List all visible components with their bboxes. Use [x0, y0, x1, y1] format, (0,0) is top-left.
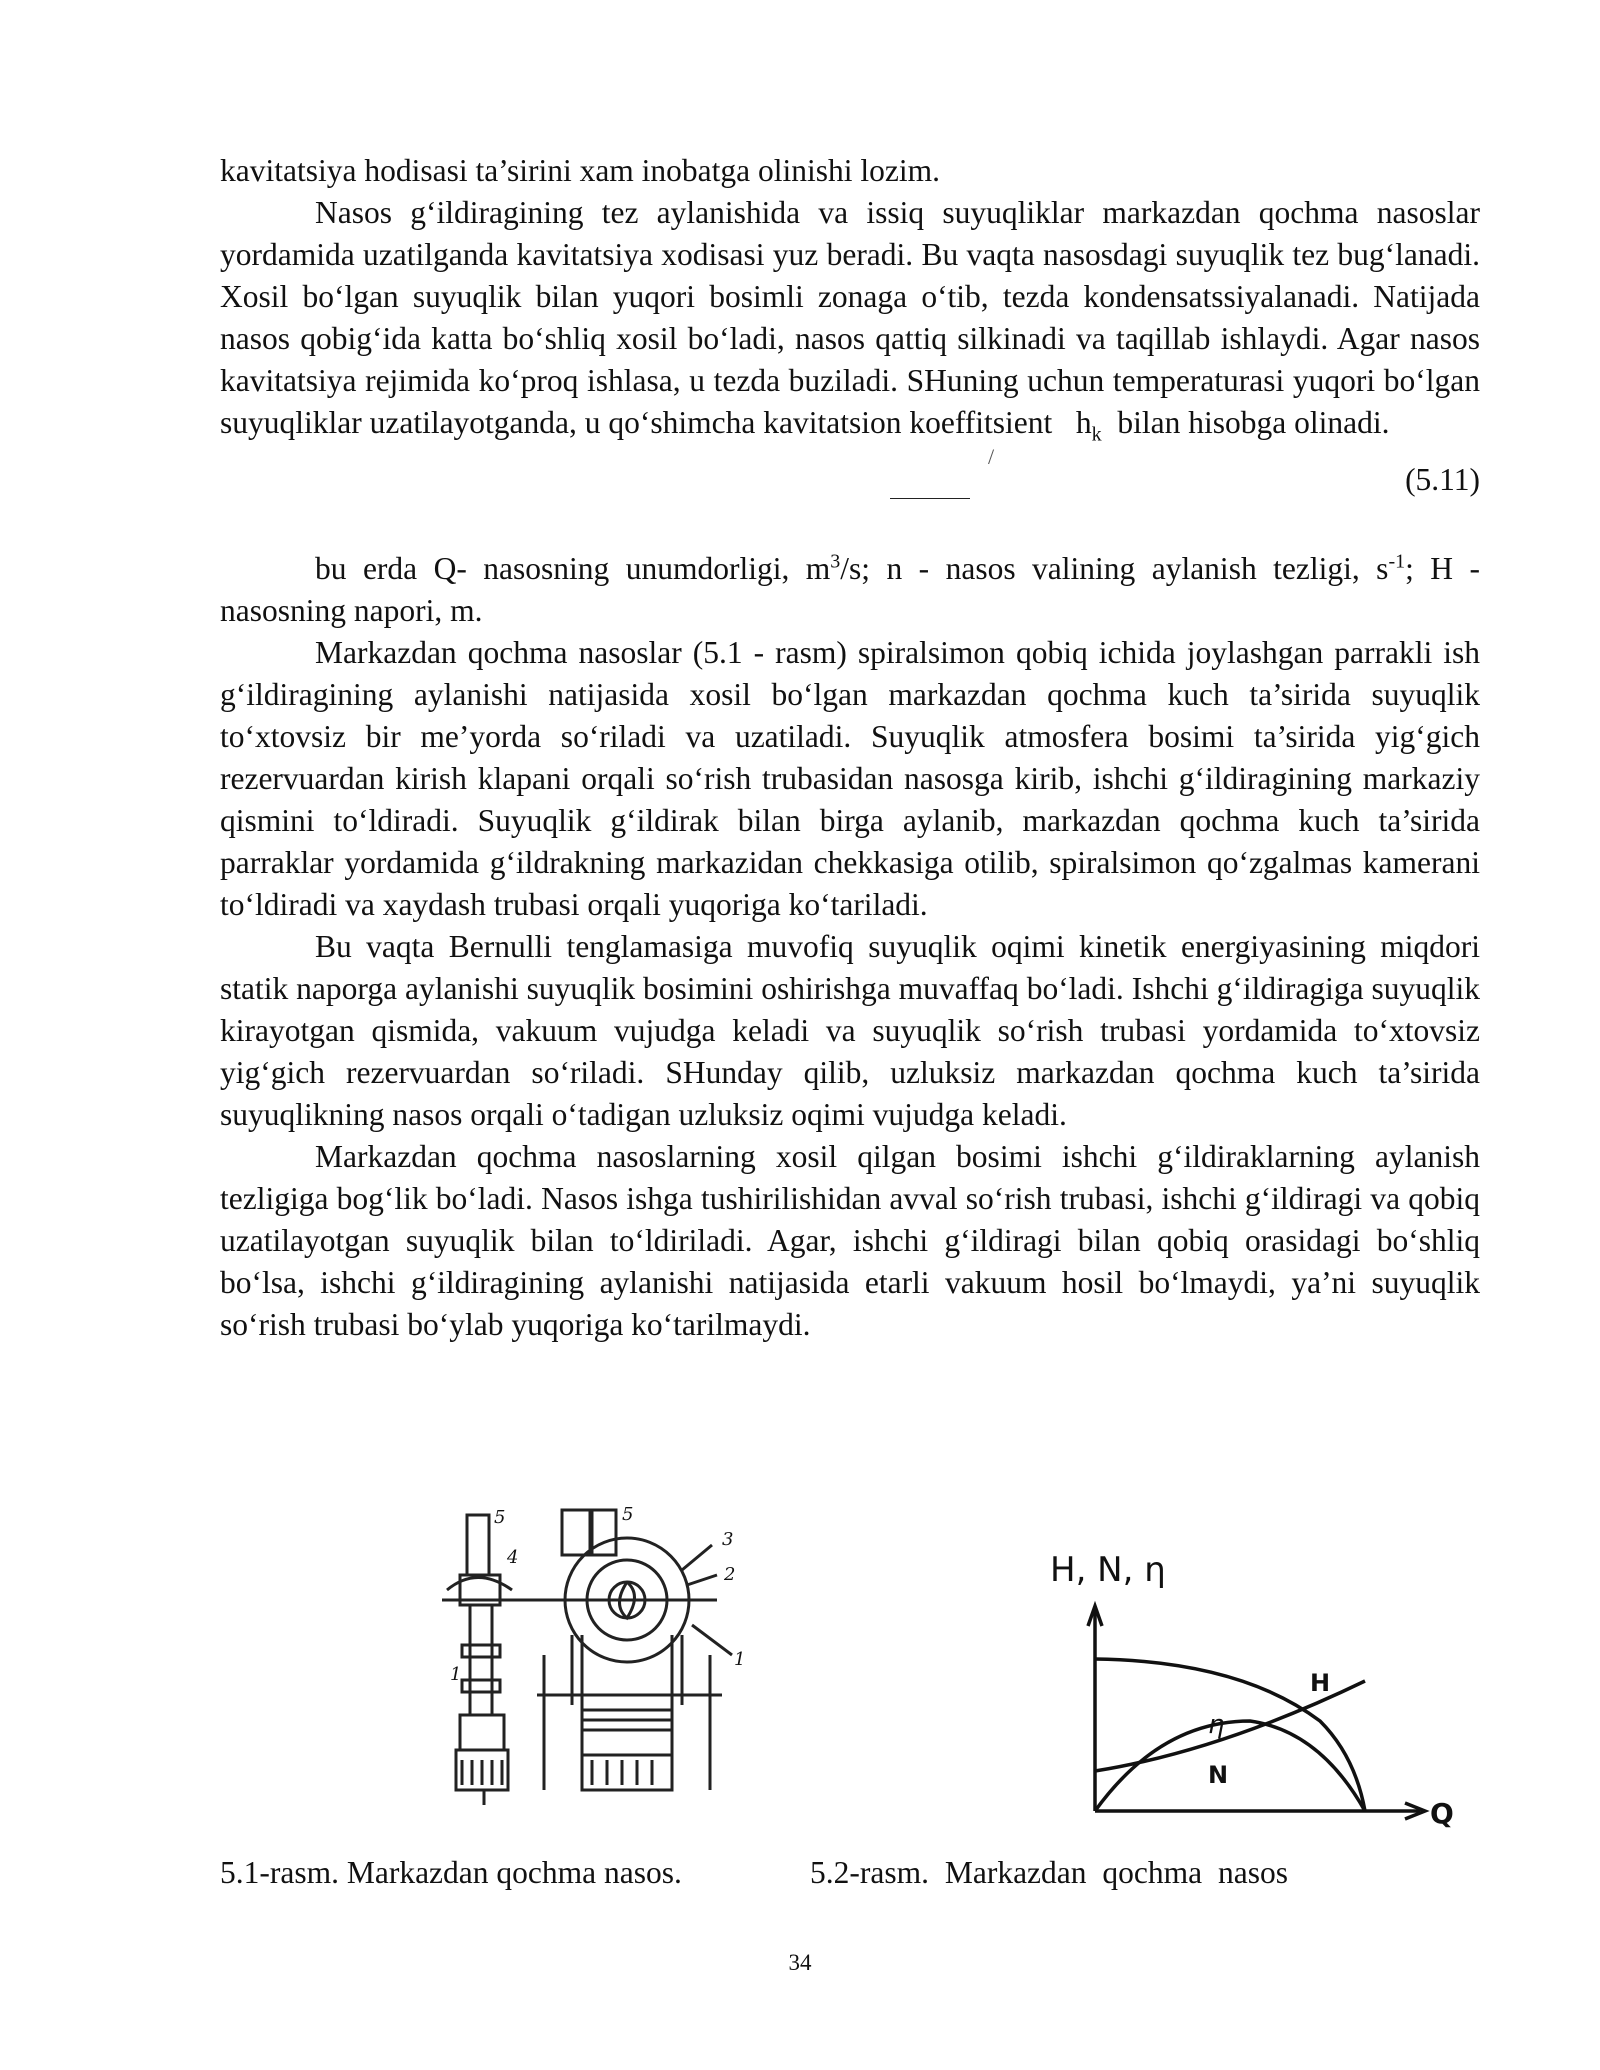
callout-3: 3 [722, 1529, 734, 1550]
callout-4: 4 [507, 1547, 519, 1568]
paragraph-3-part-a: bu erda Q- nasosning unumdorligi, m [315, 551, 831, 586]
pump-characteristic-chart [1020, 1511, 1490, 1841]
formula-slash: / [988, 444, 995, 469]
curve-label-N: N [1208, 1761, 1229, 1789]
caption-figure-5-1: 5.1-rasm. Markazdan qochma nasos. [220, 1855, 682, 1890]
figures-row [220, 1505, 1480, 1835]
y-axis-label: H, N, η [1050, 1550, 1166, 1590]
x-axis-label: Q [1430, 1797, 1454, 1830]
paragraph-2 [220, 192, 1480, 444]
callout-5-right: 5 [622, 1505, 634, 1525]
paragraph-2-tail: bilan hisobga olinadi. [1117, 405, 1390, 440]
superscript-3: 3 [830, 550, 841, 573]
curve-label-H: H [1310, 1669, 1331, 1697]
paragraph-2-text: Nasos g‘ildiragining tez aylanishida va issiq suyuqliklar markazdan qochma nasoslar yordamida uzatilganda kavitatsiya xodisasi yuz beradi. Bu vaqta nasosdagi suyuqlik tez bug‘lanadi. Xosil bo‘lgan suyuqlik bilan yuqori bosimli zonaga o‘tib, tezda kondensatssiyalanadi. Natijada nasos qobig‘ida katta bo‘shliq xosil bo‘ladi, nasos qattiq silkinadi va taqillab ishlaydi. Agar nasos kavitatsiya rejimida ko‘proq ishlasa, u tezda buziladi. SHuning uchun temperaturasi yuqori bo‘lgan suyuqliklar uzatilayotganda, u qo‘shimcha kavitatsion koeffitsient [220, 195, 1480, 440]
page-body [220, 150, 1480, 1346]
formula-5-11 [220, 444, 1480, 544]
page-number: 34 [788, 1950, 812, 1975]
paragraph-5: Bu vaqta Bernulli tenglamasiga muvofiq suyuqlik oqimi kinetik energiyasining miqdori statik naporga aylanishi suyuqlik bosimini oshirishga muvaffaq bo‘ladi. Ishchi g‘ildiragiga suyuqlik kirayotgan qismida, vakuum vujudga keladi va suyuqlik so‘rish trubasi yordamida to‘xtovsiz yig‘gich rezervuardan so‘riladi. SHunday qilib, uzluksiz markazdan qochma kuch ta’sirida suyuqlikning nasos orqali o‘tadigan uzluksiz oqimi vujudga keladi. [220, 929, 1480, 1132]
curve-eta [1095, 1721, 1365, 1811]
caption-figure-5-2: 5.2-rasm. Markazdan qochma nasos [810, 1855, 1288, 1890]
paragraph-3-part-c: ; H - nasosning napori, m. [220, 551, 1480, 628]
callout-5-left: 5 [494, 1507, 506, 1528]
paragraph-3 [220, 548, 1480, 632]
paragraph-3-part-b: /s; n - nasos valining aylanish tezligi, s [840, 551, 1389, 586]
callout-2: 2 [724, 1564, 736, 1585]
curve-label-eta: η [1208, 1710, 1225, 1740]
kavitation-coefficient-symbol: $h_k$ [1075, 405, 1102, 446]
equation-number: (5.11) [1405, 462, 1480, 497]
paragraph-6: Markazdan qochma nasoslarning xosil qilgan bosimi ishchi g‘ildiraklarning aylanish tezligiga bog‘lik bo‘ladi. Nasos ishga tushirilishidan avval so‘rish trubasi, ishchi g‘ildiragi va qobiq uzatilayotgan suyuqlik bilan to‘ldiriladi. Agar, ishchi g‘ildiragi bilan qobiq orasidagi bo‘shliq bo‘lsa, ishchi g‘ildiragining aylanishi natijasida etarli vakuum hosil bo‘lmaydi, ya’ni suyuqlik so‘rish trubasi bo‘ylab yuqoriga ko‘tarilmaydi. [220, 1139, 1480, 1342]
callout-1-left: 1 [450, 1664, 462, 1685]
callout-1-right: 1 [734, 1649, 746, 1670]
superscript-minus-1: -1 [1388, 550, 1406, 573]
paragraph-4: Markazdan qochma nasoslar (5.1 - rasm) spiralsimon qobiq ichida joylashgan parrakli ish g‘ildiragining aylanishi natijasida xosil bo‘lgan markazdan qochma kuch ta’sirida suyuqlik to‘xtovsiz bir me’yorda so‘riladi va uzatiladi. Suyuqlik atmosfera bosimi ta’sirida yig‘gich rezervuardan kirish klapani orqali so‘rish trubasidan nasosga kirib, ishchi g‘ildiragining markaziy qismini to‘ldiradi. Suyuqlik g‘ildirak bilan birga aylanib, markazdan qochma kuch ta’sirida parraklar yordamida g‘ildrakning markazidan chekkasiga otilib, spiralsimon qo‘zgalmas kamerani to‘ldiradi va xaydash trubasi orqali yuqoriga ko‘tariladi. [220, 635, 1480, 922]
formula-fraction-bar [890, 498, 970, 499]
paragraph-1: kavitatsiya hodisasi ta’sirini xam inobatga olinishi lozim. [220, 153, 941, 188]
pump-drawing-figure [432, 1505, 812, 1835]
